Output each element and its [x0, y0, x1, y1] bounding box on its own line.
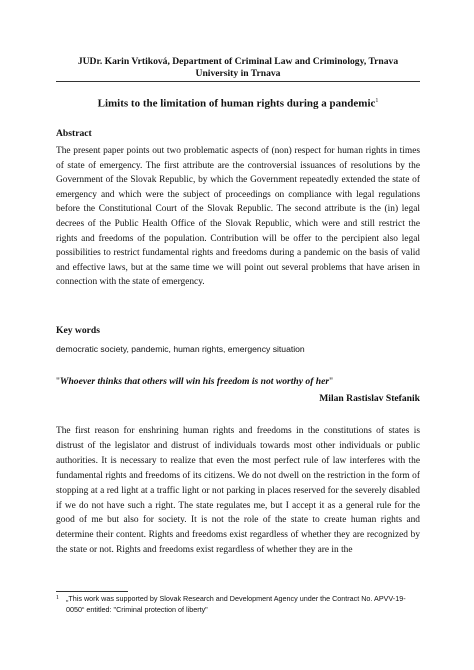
footnote-divider — [56, 591, 128, 592]
footnote-mark: 1 — [56, 595, 59, 601]
body-paragraph: The first reason for enshrining human rights and freedoms in the constitutions of states is distrust of the legislator and distrust of individuals towards most other individuals or public authorities. It is necessary to realize that even the most perfect rule of law interferes with the fundamental rights and freedoms of its citizens. We do not dwell on the restriction in the form of stopping at a red light at a traffic light or not parking in places reserved for the severely disabled if we do not have such a right. The state regulates me, but I accept it as a general rule for the good of me but also for society. It is not the role of the state to create human rights and determine their content. Rights and freedoms exist regardless of whether they are recognized by the state or not. Rights and freedoms exist regardless of whether they are in the — [56, 426, 420, 556]
author-affiliation: JUDr. Karin Vrtiková, Department of Criminal Law and Criminology, Trnava University in Trnava — [77, 56, 399, 79]
quote-close-mark: " — [329, 376, 334, 387]
quote-author: Milan Rastislav Stefanik — [319, 393, 420, 404]
abstract-body: The present paper points out two problematic aspects of (non) respect for human rights in times of state of emergency. The first attribute are the controversial issuances of resolutions by the Government of the Slovak Republic, by which the Government repeatedly extended the state of emergency and which were the subject of proceedings on compliance with legal regulations before the Constitutional Court of the Slovak Republic. The second attribute is the (in) legal decrees of the Public Health Office of the Slovak Republic, which were and still restrict the rights and freedoms of the population. Contribution will be offer to the percipient also legal possibilities to restrict fundamental rights and freedoms during a pandemic on the basis of valid and effective laws, but at the same time we will point out several problems that have arisen in connection with the state of emergency. — [56, 146, 420, 288]
quote-open-mark: " — [56, 376, 60, 387]
keywords-heading: Key words — [56, 325, 100, 336]
epigraph-quote — [56, 376, 420, 388]
quote-text: Whoever thinks that others will win his freedom is not worthy of her — [59, 376, 330, 387]
keywords-list: democratic society, pandemic, human rights, emergency situation — [56, 344, 305, 354]
paper-title — [56, 95, 420, 111]
title-footnote-ref[interactable]: 1 — [375, 98, 379, 104]
header-divider — [56, 81, 420, 82]
abstract-heading: Abstract — [56, 128, 92, 139]
title-text: Limits to the limitation of human rights during a pandemic — [97, 97, 376, 110]
footnote-text: „This work was supported by Slovak Research and Development Agency under the Contract No. APVV-19-0050“ entitled: "Criminal protection of liberty" — [66, 594, 406, 614]
